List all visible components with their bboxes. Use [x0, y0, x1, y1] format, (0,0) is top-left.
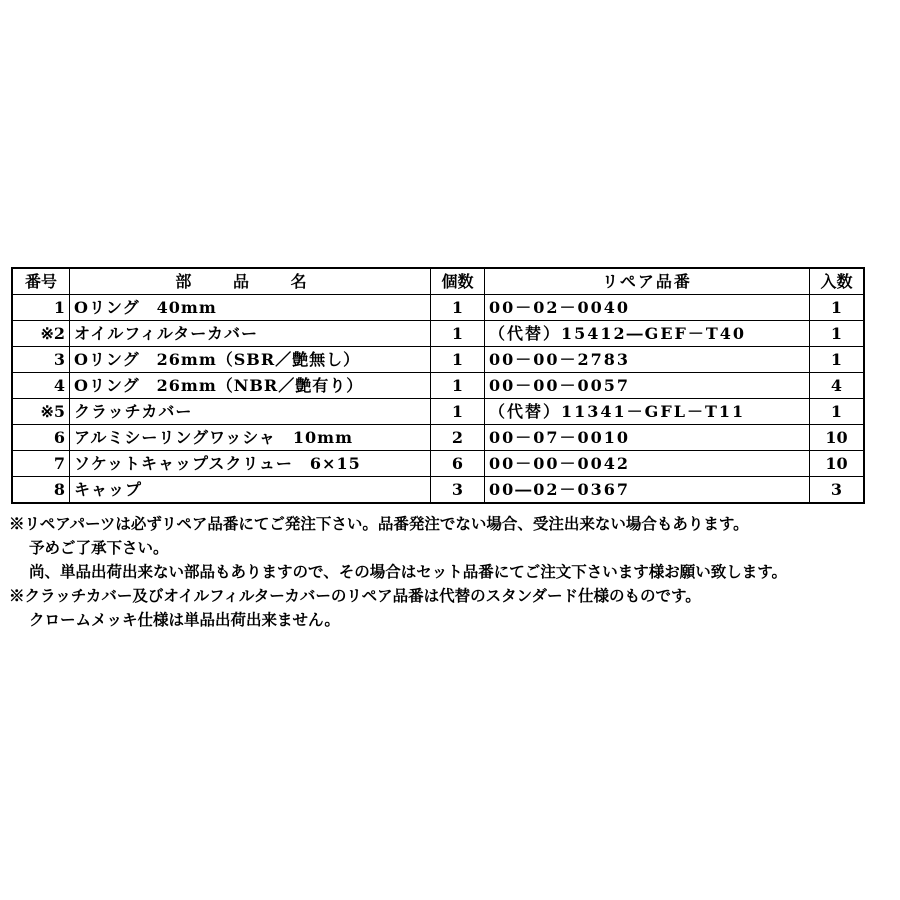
- order-notes: [9, 512, 894, 632]
- row-part-name: クラッチカバー: [70, 399, 431, 425]
- row-number: 8: [12, 477, 70, 504]
- row-quantity: 6: [431, 451, 485, 477]
- row-number: 3: [12, 347, 70, 373]
- row-part-name: Oリング 26mm（SBR／艶無し）: [70, 347, 431, 373]
- row-pack-quantity: 10: [810, 425, 865, 451]
- table-row: [12, 373, 864, 399]
- row-part-name: キャップ: [70, 477, 431, 504]
- row-pack-quantity: 4: [810, 373, 865, 399]
- row-quantity: 1: [431, 321, 485, 347]
- row-repair-part-number: 00－00－2783: [485, 347, 810, 373]
- row-pack-quantity: 1: [810, 295, 865, 321]
- header-quantity: 個数: [431, 268, 485, 295]
- table-row: [12, 321, 864, 347]
- row-number: 1: [12, 295, 70, 321]
- row-pack-quantity: 3: [810, 477, 865, 504]
- header-part-name: 部 品 名: [70, 268, 431, 295]
- table-row: [12, 477, 864, 504]
- row-repair-part-number: （代替）11341－GFL－T11: [485, 399, 810, 425]
- row-quantity: 1: [431, 295, 485, 321]
- row-number: 7: [12, 451, 70, 477]
- row-repair-part-number: 00－00－0042: [485, 451, 810, 477]
- row-part-name: ソケットキャップスクリュー 6×15: [70, 451, 431, 477]
- row-number: 6: [12, 425, 70, 451]
- note-line-acknowledge: 予めご了承下さい。: [29, 538, 169, 557]
- header-number: 番号: [12, 268, 70, 295]
- table-row: [12, 425, 864, 451]
- parts-table: [11, 267, 865, 504]
- row-quantity: 1: [431, 399, 485, 425]
- row-repair-part-number: 00－02－0040: [485, 295, 810, 321]
- row-quantity: 2: [431, 425, 485, 451]
- row-pack-quantity: 1: [810, 347, 865, 373]
- row-part-name: Oリング 26mm（NBR／艶有り）: [70, 373, 431, 399]
- row-number: ※5: [12, 399, 70, 425]
- header-repair-part-number: リペア品番: [485, 268, 810, 295]
- table-row: [12, 399, 864, 425]
- row-repair-part-number: （代替）15412―GEF－T40: [485, 321, 810, 347]
- row-part-name: アルミシーリングワッシャ 10mm: [70, 425, 431, 451]
- table-row: [12, 347, 864, 373]
- row-part-name: Oリング 40mm: [70, 295, 431, 321]
- row-repair-part-number: 00－00－0057: [485, 373, 810, 399]
- header-pack-quantity: 入数: [810, 268, 865, 295]
- row-part-name: オイルフィルターカバー: [70, 321, 431, 347]
- table-row: [12, 295, 864, 321]
- row-pack-quantity: 10: [810, 451, 865, 477]
- note-line-order-by-repair-number: ※リペアパーツは必ずリペア品番にてご発注下さい。品番発注でない場合、受注出来ない場合もあります。: [9, 514, 749, 533]
- table-header-row: [12, 268, 864, 295]
- row-repair-part-number: 00－07－0010: [485, 425, 810, 451]
- note-line-standard-spec: ※クラッチカバー及びオイルフィルターカバーのリペア品番は代替のスタンダード仕様のものです。: [9, 586, 701, 605]
- row-repair-part-number: 00―02－0367: [485, 477, 810, 504]
- row-quantity: 1: [431, 347, 485, 373]
- row-quantity: 3: [431, 477, 485, 504]
- table-row: [12, 451, 864, 477]
- row-pack-quantity: 1: [810, 399, 865, 425]
- row-number: ※2: [12, 321, 70, 347]
- note-line-set-number: 尚、単品出荷出来ない部品もありますので、その場合はセット品番にてご注文下さいます様お願い致します。: [29, 562, 787, 581]
- row-number: 4: [12, 373, 70, 399]
- row-pack-quantity: 1: [810, 321, 865, 347]
- note-line-chrome-plating: クロームメッキ仕様は単品出荷出来ません。: [29, 610, 340, 629]
- row-quantity: 1: [431, 373, 485, 399]
